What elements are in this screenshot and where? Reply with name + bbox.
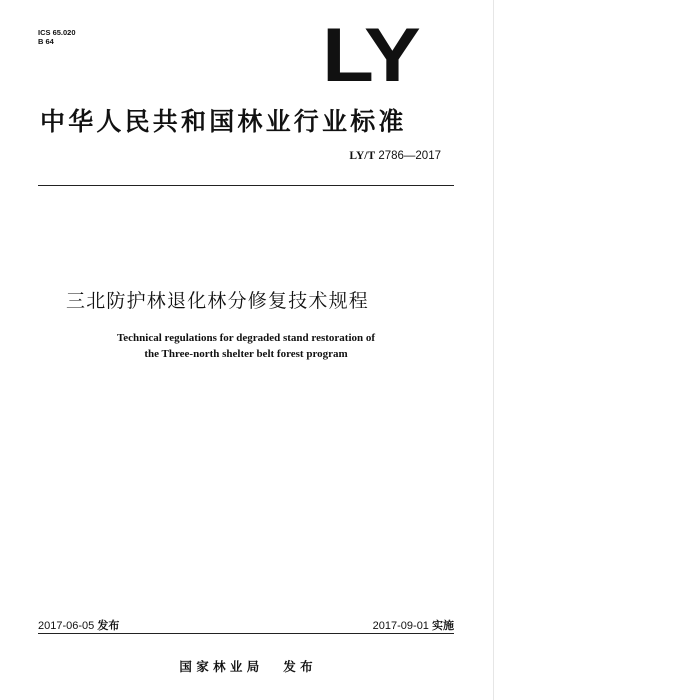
issuer-name: 国 家 林 业 局	[179, 659, 260, 674]
implement-date	[373, 617, 454, 633]
ics-code: ICS 65.020	[38, 28, 76, 37]
header-divider	[38, 185, 454, 186]
issuer-line	[38, 657, 454, 675]
implement-date-value: 2017-09-01	[372, 620, 429, 632]
issuer-action: 发 布	[283, 659, 313, 674]
standard-title: 中华人民共和国林业行业标准	[40, 107, 407, 136]
standard-number-prefix: LY/T	[349, 150, 376, 162]
english-title-line-1: Technical regulations for degraded stand restoration of	[116, 332, 376, 344]
standard-number-value: 2786—2017	[378, 150, 441, 162]
issue-date	[38, 617, 119, 633]
footer-divider	[38, 633, 454, 634]
chinese-title: 三北防护林退化林分修复技术规程	[66, 290, 370, 312]
english-title	[38, 330, 454, 362]
ly-logo: LY	[322, 13, 419, 98]
standard-number	[349, 150, 441, 162]
english-title-line-2: the Three-north shelter belt forest program	[144, 348, 348, 360]
issue-date-value: 2017-06-05	[38, 620, 95, 632]
blank-side-area	[494, 0, 700, 700]
classification-code: B 64	[38, 37, 54, 46]
implement-date-label: 实施	[432, 619, 454, 632]
classification-codes	[38, 28, 76, 46]
issue-date-label: 发布	[97, 619, 120, 632]
